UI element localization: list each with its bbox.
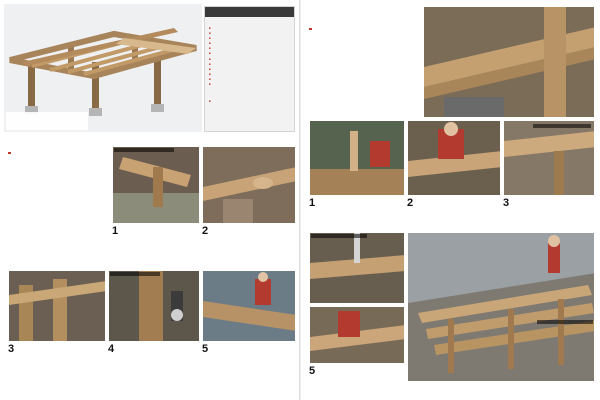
left-photo-overlay-2 <box>110 272 160 276</box>
right-step2-photo <box>407 120 501 196</box>
right-step1-photo <box>309 120 405 196</box>
left-step-1 <box>112 226 200 266</box>
right-photo-overlay-1 <box>533 124 591 128</box>
finished-deck-photo-art <box>408 233 595 382</box>
left-page <box>0 0 299 400</box>
step5-photo-art <box>203 271 296 342</box>
right-step5-photo-art <box>310 307 405 364</box>
step-number: 5 <box>202 343 209 355</box>
right-photo-overlay-3 <box>537 320 593 324</box>
materials-list <box>209 26 293 87</box>
right-section-heading <box>309 28 320 30</box>
step2-photo-art <box>203 147 296 224</box>
right-step-1 <box>309 198 405 230</box>
right-step3-photo-art <box>504 121 595 196</box>
right-step-5 <box>309 366 405 390</box>
step3-photo-art <box>9 271 106 342</box>
left-intro-text <box>8 170 108 260</box>
right-page <box>301 0 600 400</box>
step-number: 2 <box>407 197 414 209</box>
hero-caption <box>6 112 88 130</box>
left-photo-overlay-1 <box>114 148 174 152</box>
step4-photo-art <box>109 271 200 342</box>
step-number: 5 <box>309 365 316 377</box>
step2-photo <box>202 146 296 224</box>
right-large-photo <box>423 6 595 118</box>
step-number: 1 <box>112 225 119 237</box>
right-step4-photo <box>309 232 405 304</box>
step-number: 2 <box>202 225 209 237</box>
step3-photo <box>8 270 106 342</box>
left-step-5 <box>202 344 296 384</box>
step-number: 1 <box>309 197 316 209</box>
left-step-4 <box>108 344 200 384</box>
right-intro-text <box>309 46 419 118</box>
tools-list <box>209 99 293 104</box>
left-section-heading <box>8 152 19 154</box>
right-step2-photo-art <box>408 121 501 196</box>
right-step-3 <box>503 198 595 230</box>
right-step4-photo-art <box>310 233 405 304</box>
tool-item <box>209 99 293 104</box>
right-step3-photo <box>503 120 595 196</box>
material-item <box>209 82 293 87</box>
step1-photo <box>112 146 200 224</box>
step4-photo <box>108 270 200 342</box>
right-step-2 <box>407 198 501 230</box>
right-photo-overlay-2 <box>311 234 367 238</box>
supplies-title <box>205 7 294 17</box>
step5-photo <box>202 270 296 342</box>
supplies-box <box>204 6 295 132</box>
left-step-3 <box>8 344 106 384</box>
step-number: 3 <box>8 343 15 355</box>
finished-deck-photo <box>407 232 595 382</box>
right-step5-photo <box>309 306 405 364</box>
right-large-photo-art <box>424 7 595 118</box>
left-step-2 <box>202 226 296 266</box>
step-number: 4 <box>108 343 115 355</box>
step-number: 3 <box>503 197 510 209</box>
step1-photo-art <box>113 147 200 224</box>
right-step1-photo-art <box>310 121 405 196</box>
